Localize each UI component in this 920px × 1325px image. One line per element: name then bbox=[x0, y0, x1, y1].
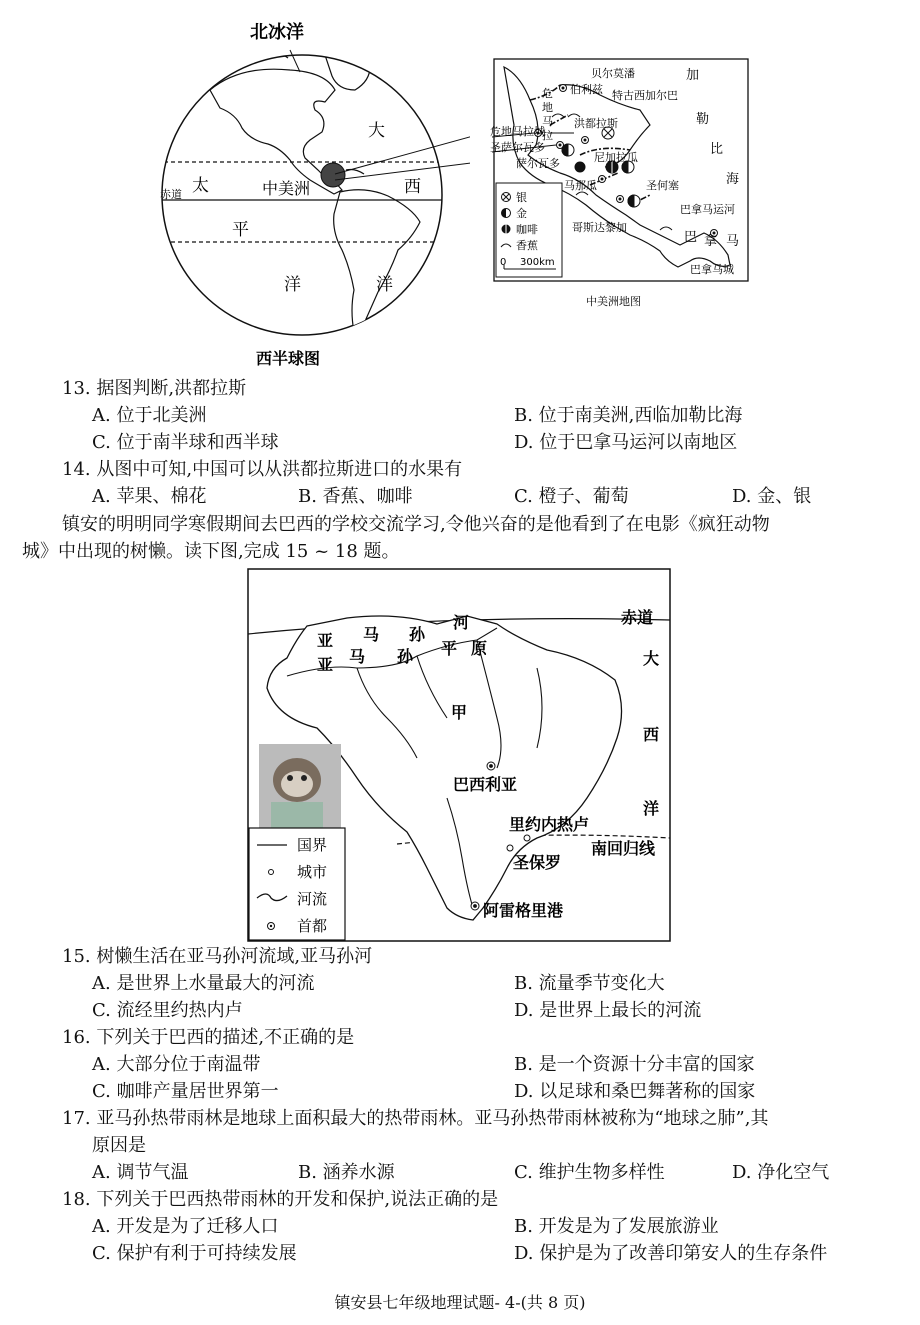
amazon-river-char3: 孙 bbox=[409, 625, 426, 644]
legend-gold: 金 bbox=[516, 207, 527, 220]
map1-label-tai: 太 bbox=[192, 176, 209, 196]
q15-option-d[interactable]: D. 是世界上最长的河流 bbox=[514, 1000, 702, 1021]
panama-char2: 拿 bbox=[704, 234, 718, 249]
el-salvador-label: 萨尔瓦多 bbox=[516, 157, 560, 170]
legend-banana: 香蕉 bbox=[516, 239, 538, 252]
central-america-label: 中美洲 bbox=[262, 179, 311, 198]
q16-option-b[interactable]: B. 是一个资源十分丰富的国家 bbox=[514, 1054, 755, 1075]
map1-label-yang2: 洋 bbox=[376, 275, 393, 295]
amazon-plain-char3: 孙 bbox=[397, 647, 414, 666]
guatemala-char3: 马 bbox=[542, 115, 553, 128]
san-salvador-label: 圣萨尔瓦多 bbox=[490, 141, 545, 154]
san-jose-label: 圣何塞 bbox=[646, 179, 679, 192]
q17-option-a[interactable]: A. 调节气温 bbox=[92, 1162, 189, 1183]
managua-label: 马那瓜 bbox=[564, 179, 597, 192]
amazon-river-char1: 亚 bbox=[317, 631, 334, 650]
caribbean-char4: 海 bbox=[726, 172, 740, 187]
amazon-river-char2: 马 bbox=[363, 625, 380, 644]
map1-caption: 西半球图 bbox=[256, 349, 321, 368]
guatemala-char1: 危 bbox=[542, 87, 553, 100]
q18-option-b[interactable]: B. 开发是为了发展旅游业 bbox=[514, 1216, 719, 1237]
q15-stem: 15. 树懒生活在亚马孙河流域,亚马孙河 bbox=[62, 946, 373, 967]
q18-option-d[interactable]: D. 保护是为了改善印第安人的生存条件 bbox=[514, 1243, 828, 1264]
q16-option-c[interactable]: C. 咖啡产量居世界第一 bbox=[92, 1081, 279, 1102]
map1-label-ping: 平 bbox=[232, 220, 249, 240]
legend-city: 城市 bbox=[297, 863, 328, 881]
tropic-label: 南回归线 bbox=[591, 839, 656, 858]
porto-alegre-label: 阿雷格里港 bbox=[483, 901, 564, 920]
jia-label: 甲 bbox=[451, 703, 468, 722]
central-america-map bbox=[490, 55, 770, 315]
atlantic-char1: 大 bbox=[643, 649, 660, 668]
q17-option-b[interactable]: B. 涵养水源 bbox=[298, 1162, 395, 1183]
legend-silver: 银 bbox=[516, 191, 527, 204]
panama-city-label: 巴拿马城 bbox=[690, 263, 734, 276]
q13-stem: 13. 据图判断,洪都拉斯 bbox=[62, 378, 247, 399]
arctic-ocean-label: 北冰洋 bbox=[250, 22, 304, 43]
scale-label: 300km bbox=[520, 257, 555, 268]
q17-stem-line1: 17. 亚马孙热带雨林是地球上面积最大的热带雨林。亚马孙热带雨林被称为“地球之肺”,其 bbox=[62, 1108, 769, 1129]
caribbean-char2: 勒 bbox=[696, 112, 710, 127]
map1-label-xi: 西 bbox=[404, 177, 421, 197]
caribbean-char3: 比 bbox=[710, 142, 724, 157]
panama-char3: 马 bbox=[726, 234, 740, 249]
q15-option-b[interactable]: B. 流量季节变化大 bbox=[514, 973, 665, 994]
map3-equator-label: 赤道 bbox=[621, 608, 654, 627]
rio-label: 里约内热卢 bbox=[509, 815, 590, 834]
q14-stem: 14. 从图中可知,中国可以从洪都拉斯进口的水果有 bbox=[62, 459, 463, 480]
q17-stem-line2: 原因是 bbox=[92, 1135, 146, 1156]
panama-canal-label: 巴拿马运河 bbox=[680, 203, 735, 216]
legend-border: 国界 bbox=[297, 836, 328, 854]
q14-option-b[interactable]: B. 香蕉、咖啡 bbox=[298, 486, 413, 507]
amazon-plain-char2: 马 bbox=[349, 647, 366, 666]
costa-rica-label: 哥斯达黎加 bbox=[572, 221, 627, 234]
q16-stem: 16. 下列关于巴西的描述,不正确的是 bbox=[62, 1027, 355, 1048]
q13-option-d[interactable]: D. 位于巴拿马运河以南地区 bbox=[514, 432, 738, 453]
guatemala-char2: 地 bbox=[542, 101, 553, 114]
map1-equator-label: 赤道 bbox=[160, 188, 182, 201]
panama-char1: 巴 bbox=[684, 230, 698, 245]
scale-zero: 0 bbox=[500, 257, 507, 268]
honduras-label: 洪都拉斯 bbox=[574, 117, 618, 130]
brazil-map bbox=[247, 568, 671, 942]
q14-option-c[interactable]: C. 橙子、葡萄 bbox=[514, 486, 629, 507]
q16-option-a[interactable]: A. 大部分位于南温带 bbox=[92, 1054, 261, 1075]
q16-option-d[interactable]: D. 以足球和桑巴舞著称的国家 bbox=[514, 1081, 756, 1102]
intro-line2: 城》中出现的树懒。读下图,完成 15 ~ 18 题。 bbox=[22, 541, 400, 562]
western-hemisphere-map bbox=[150, 10, 470, 370]
q18-option-a[interactable]: A. 开发是为了迁移人口 bbox=[92, 1216, 279, 1237]
legend-coffee: 咖啡 bbox=[516, 223, 538, 236]
caribbean-char1: 加 bbox=[686, 68, 700, 83]
map1-label-da: 大 bbox=[368, 121, 385, 141]
q15-option-c[interactable]: C. 流经里约热内卢 bbox=[92, 1000, 243, 1021]
sloth-picture bbox=[259, 744, 341, 828]
amazon-plain-char4: 平 bbox=[441, 639, 458, 658]
q17-option-c[interactable]: C. 维护生物多样性 bbox=[514, 1162, 665, 1183]
q13-option-c[interactable]: C. 位于南半球和西半球 bbox=[92, 432, 279, 453]
nicaragua-label: 尼加拉瓜 bbox=[594, 151, 638, 164]
atlantic-char3: 洋 bbox=[643, 799, 660, 818]
map2-caption: 中美洲地图 bbox=[586, 295, 641, 308]
legend-capital: 首都 bbox=[297, 917, 328, 935]
amazon-plain-char1: 亚 bbox=[317, 655, 334, 674]
q14-option-a[interactable]: A. 苹果、棉花 bbox=[92, 486, 207, 507]
atlantic-char2: 西 bbox=[643, 725, 660, 744]
page-footer: 镇安县七年级地理试题- 4-(共 8 页) bbox=[334, 1293, 586, 1312]
amazon-plain-char5: 原 bbox=[471, 639, 488, 658]
map3-legend bbox=[249, 828, 345, 940]
q15-option-a[interactable]: A. 是世界上水量最大的河流 bbox=[92, 973, 315, 994]
q13-option-b[interactable]: B. 位于南美洲,西临加勒比海 bbox=[514, 405, 743, 426]
belmopan-label: 贝尔莫潘 bbox=[591, 67, 635, 80]
map2-legend bbox=[496, 183, 562, 277]
q13-option-a[interactable]: A. 位于北美洲 bbox=[92, 405, 207, 426]
q17-option-d[interactable]: D. 净化空气 bbox=[732, 1162, 830, 1183]
guatemala-char4: 拉 bbox=[542, 129, 553, 142]
amazon-river-char4: 河 bbox=[453, 613, 470, 632]
map1-label-yang1: 洋 bbox=[284, 275, 301, 295]
intro-line1: 镇安的明明同学寒假期间去巴西的学校交流学习,令他兴奋的是他看到了在电影《疯狂动物 bbox=[62, 514, 770, 535]
q18-option-c[interactable]: C. 保护有利于可持续发展 bbox=[92, 1243, 297, 1264]
tegucigalpa-label: 特古西加尔巴 bbox=[612, 89, 678, 102]
guatemala-city-label: 危地马拉城 bbox=[490, 125, 545, 138]
brasilia-label: 巴西利亚 bbox=[453, 775, 518, 794]
legend-river: 河流 bbox=[297, 890, 328, 908]
sao-paulo-label: 圣保罗 bbox=[513, 853, 562, 872]
q14-option-d[interactable]: D. 金、银 bbox=[732, 486, 812, 507]
q18-stem: 18. 下列关于巴西热带雨林的开发和保护,说法正确的是 bbox=[62, 1189, 499, 1210]
belize-label: 伯利兹 bbox=[570, 83, 603, 96]
